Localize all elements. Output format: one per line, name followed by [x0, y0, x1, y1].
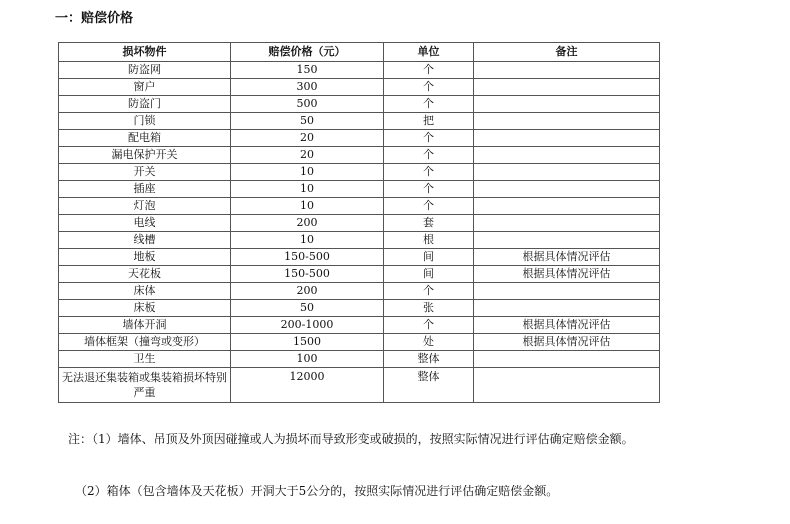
cell-remark [474, 62, 660, 79]
table-row [59, 351, 660, 368]
cell-unit: 个 [384, 147, 474, 164]
cell-unit: 套 [384, 215, 474, 232]
cell-unit: 张 [384, 300, 474, 317]
cell-unit: 个 [384, 198, 474, 215]
cell-unit: 个 [384, 62, 474, 79]
cell-item: 线槽 [59, 232, 231, 249]
cell-price: 500 [231, 96, 384, 113]
cell-item: 灯泡 [59, 198, 231, 215]
table-row [59, 283, 660, 300]
table-row [59, 181, 660, 198]
table-row [59, 215, 660, 232]
cell-unit: 间 [384, 266, 474, 283]
cell-unit: 处 [384, 334, 474, 351]
cell-unit: 把 [384, 113, 474, 130]
cell-remark [474, 130, 660, 147]
cell-price: 150-500 [231, 266, 384, 283]
table-row [59, 164, 660, 181]
cell-item: 墙体开洞 [59, 317, 231, 334]
cell-remark: 根据具体情况评估 [474, 334, 660, 351]
cell-remark [474, 283, 660, 300]
cell-remark [474, 300, 660, 317]
cell-unit: 个 [384, 96, 474, 113]
table-row [59, 96, 660, 113]
compensation-table [58, 42, 660, 403]
cell-item: 窗户 [59, 79, 231, 96]
cell-remark [474, 96, 660, 113]
table-row [59, 317, 660, 334]
cell-remark [474, 198, 660, 215]
cell-price: 10 [231, 181, 384, 198]
table-row [59, 232, 660, 249]
cell-remark [474, 351, 660, 368]
cell-price: 10 [231, 198, 384, 215]
cell-remark [474, 164, 660, 181]
cell-item: 防盗网 [59, 62, 231, 79]
table-row [59, 79, 660, 96]
cell-price: 10 [231, 232, 384, 249]
table-row [59, 130, 660, 147]
cell-remark [474, 215, 660, 232]
cell-item: 配电箱 [59, 130, 231, 147]
cell-unit: 个 [384, 130, 474, 147]
cell-item: 卫生 [59, 351, 231, 368]
cell-item: 门锁 [59, 113, 231, 130]
cell-item: 开关 [59, 164, 231, 181]
cell-unit: 整体 [384, 351, 474, 368]
cell-price: 150 [231, 62, 384, 79]
cell-price: 20 [231, 130, 384, 147]
cell-price: 10 [231, 164, 384, 181]
cell-unit: 个 [384, 79, 474, 96]
cell-price: 200 [231, 283, 384, 300]
cell-unit: 个 [384, 317, 474, 334]
cell-price: 200 [231, 215, 384, 232]
cell-price: 300 [231, 79, 384, 96]
section-title: 一：赔偿价格 [55, 11, 134, 26]
table-row [59, 62, 660, 79]
cell-unit: 个 [384, 283, 474, 300]
header-item: 损坏物件 [59, 43, 231, 62]
cell-price: 50 [231, 113, 384, 130]
table-row [59, 300, 660, 317]
cell-price: 100 [231, 351, 384, 368]
cell-remark [474, 232, 660, 249]
cell-item: 床体 [59, 283, 231, 300]
note-1: 注：（1）墙体、吊顶及外顶因碰撞或人为损坏而导致形变或破损的，按照实际情况进行评估确定赔偿金额。 [68, 432, 634, 446]
table-row [59, 147, 660, 164]
cell-item: 电线 [59, 215, 231, 232]
cell-item: 地板 [59, 249, 231, 266]
cell-item: 墙体框架（撞弯或变形） [59, 334, 231, 351]
cell-unit: 间 [384, 249, 474, 266]
cell-price: 200-1000 [231, 317, 384, 334]
header-price: 赔偿价格（元） [231, 43, 384, 62]
cell-remark: 根据具体情况评估 [474, 317, 660, 334]
cell-price: 1500 [231, 334, 384, 351]
cell-remark [474, 147, 660, 164]
cell-remark [474, 113, 660, 130]
table-row [59, 198, 660, 215]
table-row [59, 368, 660, 403]
cell-item: 插座 [59, 181, 231, 198]
header-remark: 备注 [474, 43, 660, 62]
cell-item: 防盗门 [59, 96, 231, 113]
cell-unit: 个 [384, 181, 474, 198]
cell-unit: 个 [384, 164, 474, 181]
note-2: （2）箱体（包含墙体及天花板）开洞大于5公分的，按照实际情况进行评估确定赔偿金额。 [75, 484, 559, 498]
cell-item: 床板 [59, 300, 231, 317]
table-body [59, 62, 660, 403]
cell-remark [474, 181, 660, 198]
cell-price: 50 [231, 300, 384, 317]
cell-item: 天花板 [59, 266, 231, 283]
table-row [59, 266, 660, 283]
table-row [59, 113, 660, 130]
cell-remark [474, 368, 660, 403]
cell-unit: 根 [384, 232, 474, 249]
header-unit: 单位 [384, 43, 474, 62]
cell-price: 20 [231, 147, 384, 164]
cell-remark [474, 79, 660, 96]
cell-item: 无法退还集装箱或集装箱损坏特别严重 [59, 368, 231, 403]
cell-remark: 根据具体情况评估 [474, 266, 660, 283]
table-row [59, 334, 660, 351]
table-row [59, 249, 660, 266]
cell-unit: 整体 [384, 368, 474, 403]
cell-price: 12000 [231, 368, 384, 403]
cell-item: 漏电保护开关 [59, 147, 231, 164]
cell-price: 150-500 [231, 249, 384, 266]
cell-remark: 根据具体情况评估 [474, 249, 660, 266]
table-header-row [59, 43, 660, 62]
